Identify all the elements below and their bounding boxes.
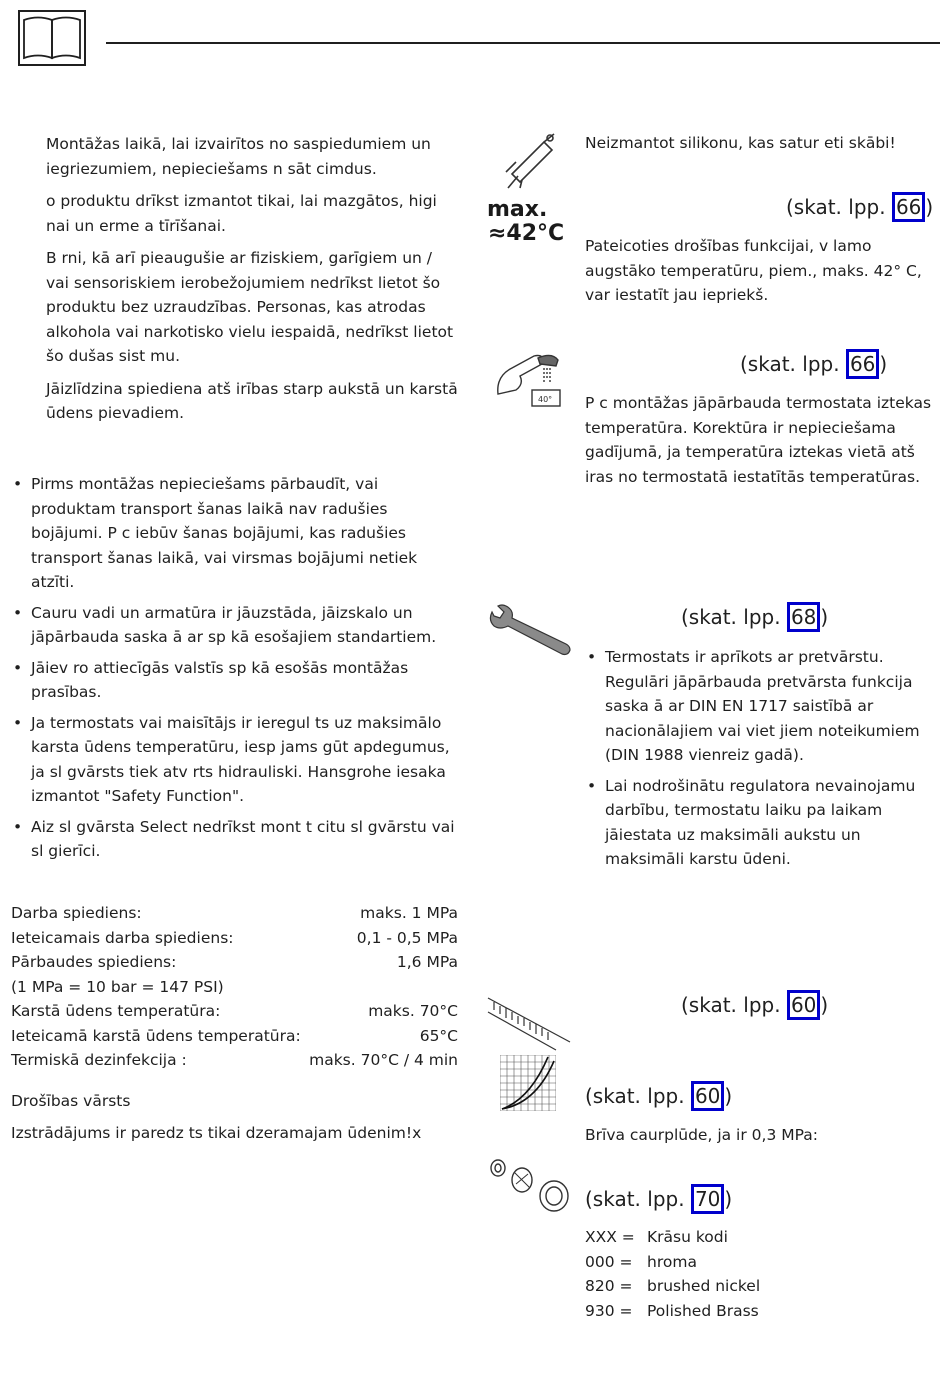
calibration-text: P c montāžas jāpārbauda termostata iztekas temperatūra. Korektūra ir nepieciešama gadījumā, ja temperatūra iztekas vietā atš iras no termostatā iestatītās temperatūras. <box>585 394 932 486</box>
list-item: • Termostats ir aprīkots ar pretvārstu. Regulāri jāpārbauda pretvārsta funkcija saska ā ar DIN EN 1717 saistībā ar nacionālajiem vai viet jiem noteikumiem (DIN 1988 vienreiz gadā). <box>585 645 935 768</box>
list-item: • Jāiev ro attiecīgās valstīs sp kā esošās montāžas prasības. <box>11 656 459 705</box>
page-link[interactable]: 70 <box>691 1184 724 1214</box>
service-notes <box>585 645 935 878</box>
ref-suffix: ) <box>879 352 888 376</box>
color-code: 930 = <box>585 1301 633 1320</box>
safety-paragraph: Jāizlīdzina spiediena atš irības starp aukstā un karstā ūdens pievadiem. <box>46 379 458 422</box>
safety-paragraph: Montāžas laikā, lai izvairītos no saspiedumiem un iegriezumiem, nepieciešams n sāt cimdus. <box>46 135 431 178</box>
water-note: Izstrādājums ir paredz ts tikai dzeramajam ūdenim!x <box>11 1124 422 1142</box>
ref-suffix: ) <box>925 195 934 219</box>
ref-prefix: (skat. lpp. <box>681 993 787 1017</box>
ref-suffix: ) <box>724 1084 733 1108</box>
valve-note: Drošības vārsts <box>11 1092 131 1110</box>
spec-value: 1,6 MPa <box>396 953 458 971</box>
page-link[interactable]: 68 <box>787 602 820 632</box>
ref-suffix: ) <box>724 1187 733 1211</box>
list-item: • Cauru vadi un armatūra ir jāuzstāda, jāizskalo un jāpārbauda saska ā ar sp kā esošajiem standartiem. <box>11 601 459 650</box>
color-code: 000 = <box>585 1252 633 1271</box>
wrench-icon <box>486 604 572 658</box>
spec-value: maks. 1 MPa <box>360 904 458 922</box>
flow-text: Brīva caurplūde, ja ir 0,3 MPa: <box>585 1126 818 1144</box>
spec-row <box>11 901 458 926</box>
spec-label: Karstā ūdens temperatūra: <box>11 1002 221 1020</box>
spec-value: maks. 70°C <box>368 1002 458 1020</box>
installation-notes <box>11 472 459 870</box>
color-code-row <box>585 1250 885 1275</box>
spec-label: Pārbaudes spiediens: <box>11 953 177 971</box>
spec-value: 65°C <box>419 1026 458 1045</box>
manual-book-icon <box>18 10 86 66</box>
max-label: max. <box>487 197 548 222</box>
spec-row <box>11 1024 458 1049</box>
spec-label: (1 MPa = 10 bar = 147 PSI) <box>11 977 224 996</box>
ref-prefix: (skat. lpp. <box>585 1187 691 1211</box>
header-rule <box>106 42 940 44</box>
spec-row <box>11 926 458 951</box>
ref-prefix: (skat. lpp. <box>585 1084 691 1108</box>
safety-paragraph: o produktu drīkst izmantot tikai, lai mazgātos, higi nai un erme a tīrīšanai. <box>46 192 437 235</box>
safety-function-text: Pateicoties drošības funkcijai, v lamo augstāko temperatūru, piem., maks. 42° C, var iestatīt jau iepriekš. <box>585 237 922 304</box>
page-link[interactable]: 60 <box>691 1081 724 1111</box>
color-code: 820 = <box>585 1277 633 1295</box>
safety-section <box>46 132 458 434</box>
page-link[interactable]: 66 <box>892 192 925 222</box>
page-link[interactable]: 66 <box>846 349 879 379</box>
flow-ref <box>585 1081 732 1111</box>
safety-function-ref <box>786 192 933 222</box>
color-code-row <box>585 1299 885 1324</box>
svg-text:40°: 40° <box>538 395 553 404</box>
color-code-row <box>585 1225 885 1250</box>
spare-parts-icon <box>488 1156 572 1212</box>
list-item: • Lai nodrošinātu regulatora nevainojamu darbību, termostatu laiku pa laikam jāiestata uz maksimāli aukstu un maksimāli karstu ūdeni. <box>585 774 935 872</box>
spec-value: 0,1 - 0,5 MPa <box>356 928 458 947</box>
dimensions-drawing-icon <box>486 992 572 1052</box>
color-name: Polished Brass <box>647 1301 759 1320</box>
calibration-ref <box>740 349 887 379</box>
spec-label: Darba spiediens: <box>11 904 142 922</box>
safety-paragraph: B rni, kā arī pieaugušie ar fiziskiem, garīgiem un / vai sensoriskiem ierobežojumiem nedrīkst lietot šo produktu bez uzraudzības. Personas, kas atrodas alkohola vai narkotisko vielu iespaidā, nedrīkst lietot šo dušas sist mu. <box>46 249 454 365</box>
color-name: brushed nickel <box>647 1277 761 1295</box>
list-item: • Aiz sl gvārsta Select nedrīkst mont t citu sl gvārstu vai sl gierīci. <box>11 815 459 864</box>
spec-row <box>11 1048 458 1073</box>
list-item: • Ja termostats vai maisītājs ir ieregul ts uz maksimālo karsta ūdens temperatūru, iesp jams gūt apdegumus, ja sl gvārsts tiek atv rts hidrauliski. Hansgrohe iesaka izmantot "Safety Function". <box>11 711 459 809</box>
ref-prefix: (skat. lpp. <box>786 195 892 219</box>
spec-label: Ieteicamais darba spiediens: <box>11 928 234 947</box>
color-name: Krāsu kodi <box>647 1228 728 1246</box>
ref-prefix: (skat. lpp. <box>740 352 846 376</box>
spec-label: Termiskā dezinfekcija : <box>11 1051 187 1069</box>
color-code-row <box>585 1274 885 1299</box>
spare-parts-ref <box>585 1184 732 1214</box>
thermometer-hand-icon <box>494 350 564 410</box>
spec-row <box>11 975 458 1000</box>
dimensions-ref <box>681 990 828 1020</box>
color-code: XXX = <box>585 1228 635 1246</box>
color-codes <box>585 1225 885 1323</box>
service-ref <box>681 602 828 632</box>
spec-label: Ieteicamā karstā ūdens temperatūra: <box>11 1026 301 1045</box>
spec-row <box>11 950 458 975</box>
spec-value: maks. 70°C / 4 min <box>309 1051 458 1069</box>
ref-suffix: ) <box>820 993 829 1017</box>
silicone-gun-icon <box>498 132 560 190</box>
list-item: • Pirms montāžas nepieciešams pārbaudīt, vai produktam transport šanas laikā nav radušies bojājumi. P c iebūv šanas bojājumi, kas radušies transport šanas laikā, vai virsmas bojājumi netiek atzīti. <box>11 472 459 595</box>
ref-suffix: ) <box>820 605 829 629</box>
spec-row <box>11 999 458 1024</box>
temperature-label: ≈42°C <box>488 221 565 246</box>
color-name: hroma <box>647 1252 697 1271</box>
silicone-note: Neizmantot silikonu, kas satur eti skābi! <box>585 134 896 152</box>
tech-data <box>11 901 458 1073</box>
flow-diagram-icon <box>500 1055 556 1111</box>
page-link[interactable]: 60 <box>787 990 820 1020</box>
ref-prefix: (skat. lpp. <box>681 605 787 629</box>
